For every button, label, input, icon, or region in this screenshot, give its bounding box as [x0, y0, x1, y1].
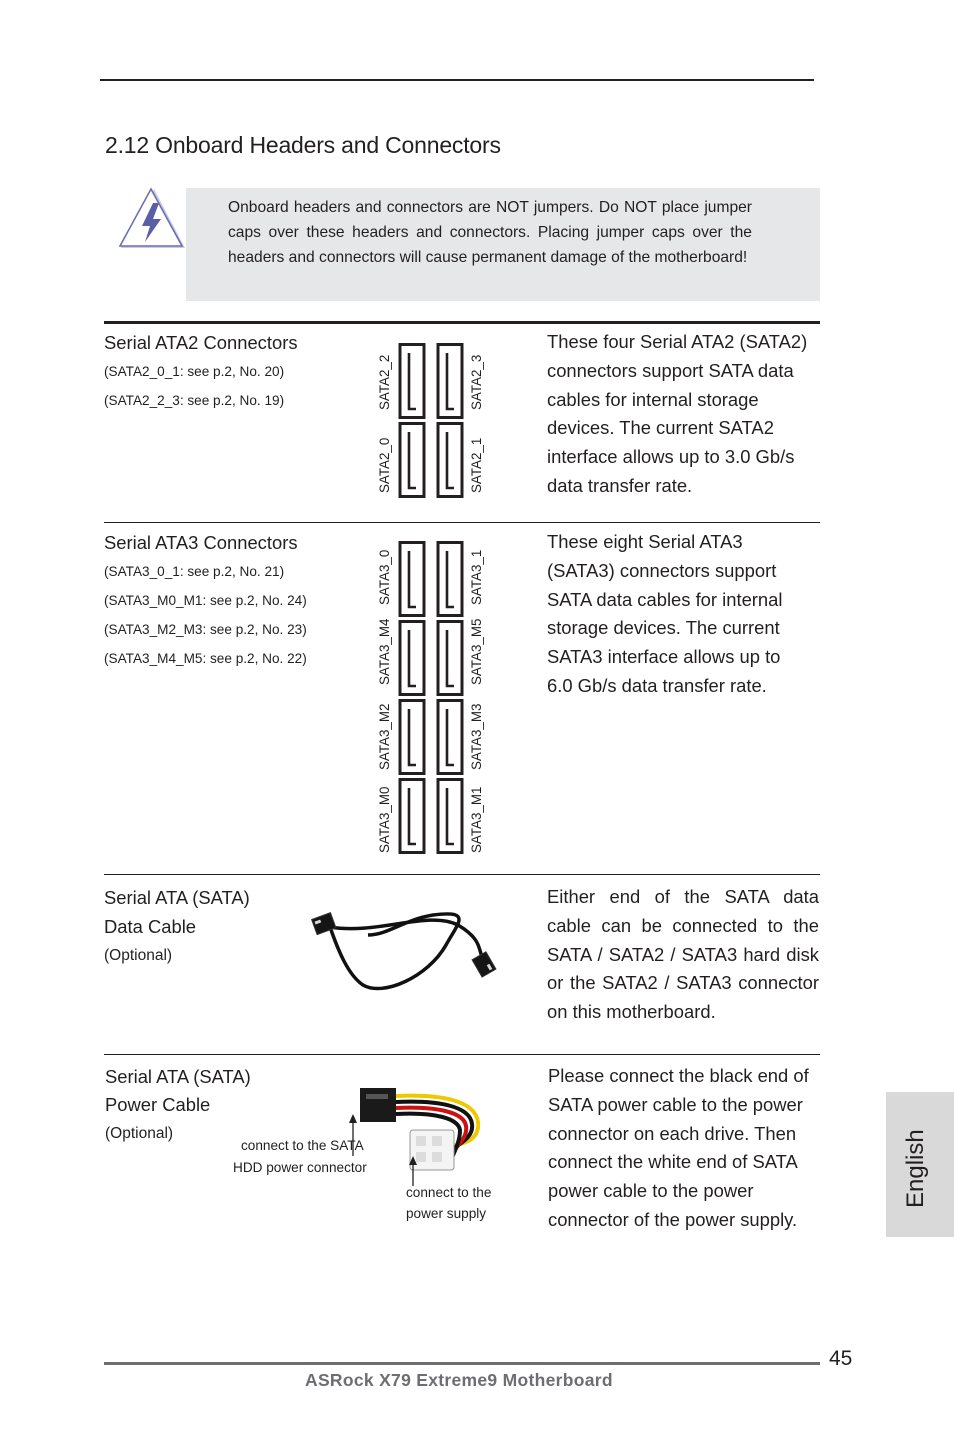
sata3-description: These eight Serial ATA3 (SATA3) connectors support SATA data cables for internal storage devices. The current SATA3 interface allows up to 6.0 Gb/s data transfer rate. — [547, 531, 783, 696]
sata2-1-connector-icon — [438, 424, 462, 497]
sata3-m3-label: SATA3_M3 — [469, 703, 484, 770]
power-cable-description: Please connect the black end of SATA power cable to the power connector on each drive. Then connect the white end of SATA power cable to the power connector of the power supply. — [548, 1065, 809, 1230]
hdd-caption-line1: connect to the SATA — [241, 1138, 364, 1153]
data-cable-optional: (Optional) — [104, 947, 173, 964]
sata3-m1-connector-icon — [438, 780, 462, 853]
sata3-title: Serial ATA3 Connectors — [104, 532, 298, 553]
sata3-m4-connector-icon — [400, 622, 424, 695]
power-cable-title-line1: Serial ATA (SATA) — [105, 1066, 251, 1087]
sata3-connector-diagram — [398, 541, 464, 855]
sata2-2-label: SATA2_2 — [377, 354, 392, 410]
sata3-m0-connector-icon — [400, 780, 424, 853]
sata3-1-label: SATA3_1 — [469, 549, 484, 605]
data-cable-title-line2: Data Cable — [104, 916, 197, 937]
footer-rule — [104, 1362, 820, 1365]
sata2-description: These four Serial ATA2 (SATA2) connectors support SATA data cables for internal storage devices. The current SATA2 interface allows up to 3.0 Gb/s data transfer rate. — [547, 331, 808, 496]
sata3-m5-label: SATA3_M5 — [469, 618, 484, 685]
sata3-ref-3: (SATA3_M4_M5: see p.2, No. 22) — [104, 651, 307, 666]
sata2-0-connector-icon — [400, 424, 424, 497]
sata3-m0-label: SATA3_M0 — [377, 786, 392, 853]
sata3-1-connector-icon — [438, 543, 462, 616]
power-cable-rule — [104, 1054, 820, 1055]
sata-power-black-connector — [360, 1088, 396, 1122]
sata3-m2-label: SATA3_M2 — [377, 703, 392, 770]
data-cable-description: Either end of the SATA data cable can be connected to the SATA / SATA2 / SATA3 hard disk or the SATA2 / SATA3 connector on this motherboard. — [547, 886, 819, 1023]
top-rule — [100, 79, 814, 81]
sata2-2-connector-icon — [400, 345, 424, 418]
data-cable-rule — [104, 874, 820, 875]
sata3-m1-label: SATA3_M1 — [469, 786, 484, 853]
sata3-m2-connector-icon — [400, 701, 424, 774]
sata3-ref-2: (SATA3_M2_M3: see p.2, No. 23) — [104, 622, 307, 637]
sata-data-cable-image — [308, 905, 498, 995]
sata3-0-label: SATA3_0 — [377, 549, 392, 605]
sata2-rule — [104, 321, 820, 324]
section-title: 2.12 Onboard Headers and Connectors — [105, 132, 501, 158]
sata2-3-connector-icon — [438, 345, 462, 418]
sata2-1-label: SATA2_1 — [469, 437, 484, 493]
sata2-ref-1: (SATA2_2_3: see p.2, No. 19) — [104, 393, 285, 408]
hdd-caption-line2: HDD power connector — [233, 1160, 367, 1175]
data-cable-title-line1: Serial ATA (SATA) — [104, 887, 250, 908]
footer-title: ASRock X79 Extreme9 Motherboard — [305, 1370, 613, 1390]
sata3-ref-1: (SATA3_M0_M1: see p.2, No. 24) — [104, 593, 307, 608]
sata3-0-connector-icon — [400, 543, 424, 616]
sata2-3-label: SATA2_3 — [469, 354, 484, 410]
sata3-ref-0: (SATA3_0_1: see p.2, No. 21) — [104, 564, 285, 579]
warning-triangle-lightning-icon — [118, 186, 188, 257]
sata3-m5-connector-icon — [438, 622, 462, 695]
power-cable-title-line2: Power Cable — [105, 1094, 211, 1115]
page-number: 45 — [829, 1347, 853, 1370]
sata2-title: Serial ATA2 Connectors — [104, 332, 298, 353]
sata3-rule — [104, 522, 820, 523]
sata3-m3-connector-icon — [438, 701, 462, 774]
language-tab-label: English — [902, 1129, 929, 1208]
sata2-connector-diagram — [398, 343, 464, 498]
power-cable-optional: (Optional) — [105, 1125, 174, 1142]
warning-text: Onboard headers and connectors are NOT jumpers. Do NOT place jumper caps over these headers and connectors. Placing jumper caps over the headers and connectors will cause permanent damage of the motherboard! — [228, 199, 752, 266]
psu-caption-line1: connect to the — [406, 1185, 492, 1200]
sata3-m4-label: SATA3_M4 — [377, 618, 392, 685]
sata2-0-label: SATA2_0 — [377, 437, 392, 493]
sata2-ref-0: (SATA2_0_1: see p.2, No. 20) — [104, 364, 285, 379]
psu-caption-line2: power supply — [406, 1206, 487, 1221]
